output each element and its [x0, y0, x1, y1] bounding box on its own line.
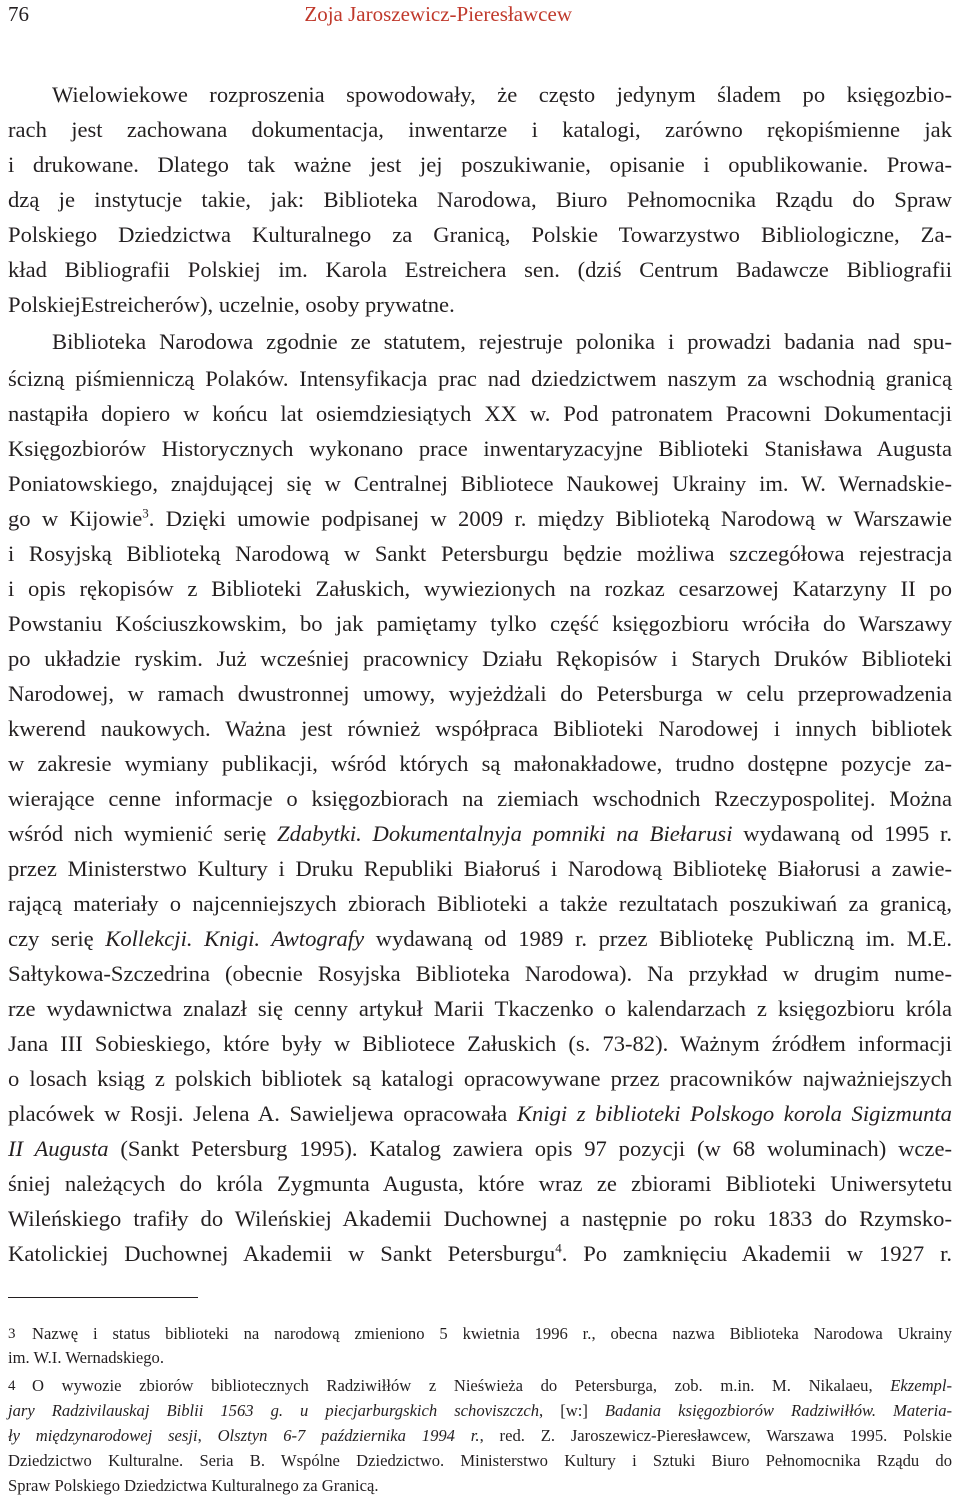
page-number: 76 — [8, 2, 29, 26]
body-line: rach jest zachowana dokumentacja, inwentarze i katalogi, zarówno rękopiśmienne jak — [8, 117, 952, 142]
footnote-ref-3: 3 — [142, 505, 149, 521]
footnote-line: ły międzynarodowej sesji, Olsztyn 6-7 października 1994 r., red. Z. Jaroszewicz-Pieresławcew, Warszawa 1995. Polskie — [8, 1426, 952, 1445]
body-line: Poniatowskiego, znajdującej się w Centralnej Bibliotece Naukowej Ukrainy im. W. Wernadskie- — [8, 471, 952, 496]
book-title: Knigi z biblioteki Polskogo korola Sigizmunta — [516, 1101, 952, 1126]
body-line: nastąpiła dopiero w końcu lat osiemdziesiątych XX w. Pod patronatem Pracowni Dokumentacji — [8, 401, 952, 426]
series-title: Zdabytki. Dokumentalnyja pomniki na Biełarusi — [277, 821, 733, 846]
body-line: kwerend naukowych. Ważna jest również współpraca Biblioteki Narodowej i innych bibliotek — [8, 716, 952, 741]
body-line: rającą materiały o najcenniejszych zbiorach Biblioteki a także rezultatach poszukiwań za granicą, — [8, 891, 952, 916]
body-line: i opis rękopisów z Biblioteki Załuskich, wywiezionych na rozkaz cesarzowej Katarzyny II po — [8, 576, 952, 601]
footnote-3: 3 Nazwę i status biblioteki na narodową zmieniono 5 kwietnia 1996 r., obecna nazwa Biblioteka Narodowa Ukrainy — [8, 1321, 952, 1347]
body-line: o losach ksiąg z polskich bibliotek są katalogi opracowywane przez pracowników najważniejszych — [8, 1066, 952, 1091]
body-line: Wileńskiego trafiły do Wileńskiej Akademii Duchownej a następnie po roku 1833 do Rzymsko- — [8, 1206, 952, 1231]
book-title: II Augusta — [8, 1136, 109, 1161]
body-line: czy serię Kollekcji. Knigi. Awtografy wydawaną od 1989 r. przez Bibliotekę Publiczną im. M.E. — [8, 926, 952, 951]
body-line: rze wydawnictwa znalazł się cenny artykuł Marii Tkaczenko o kalendarzach z księgozbioru króla — [8, 996, 952, 1021]
body-line: wierające cenne informacje o księgozbiorach na ziemiach wschodnich Rzeczypospolitej. Można — [8, 786, 952, 811]
body-line: Wielowiekowe rozproszenia spowodowały, że często jedynym śladem po księgozbio- — [52, 82, 952, 107]
footnote-number: 3 — [8, 1326, 16, 1342]
body-line: wśród nich wymienić serię Zdabytki. Dokumentalnyja pomniki na Biełarusi wydawaną od 1995 r. — [8, 821, 952, 846]
series-title: Kollekcji. Knigi. Awtografy — [105, 926, 365, 951]
body-line: Powstaniu Kościuszkowskim, bo jak pamiętamy tylko część księgozbioru wróciła do Warszawy — [8, 611, 952, 636]
body-line: przez Ministerstwo Kultury i Druku Republiki Białoruś i Narodową Bibliotekę Białorusi a zawie- — [8, 856, 952, 881]
body-line: PolskiejEstreicherów), uczelnie, osoby prywatne. — [8, 292, 455, 317]
footnote-line: Dziedzictwo Kulturalne. Seria B. Wspólne Dziedzictwo. Ministerstwo Kultury i Sztuki Biuro Pełnomocnika Rządu do — [8, 1451, 952, 1470]
body-line: go w Kijowie$^3$. Dzięki umowie podpisanej w 2009 r. między Biblioteką Narodową w Warszawie — [8, 505, 952, 531]
body-line: i Rosyjską Biblioteką Narodową w Sankt Petersburgu będzie możliwa szczegółowa rejestracja — [8, 541, 952, 566]
body-line: Jana III Sobieskiego, które były w Bibliotece Załuskich (s. 73-82). Ważnym źródłem informacji — [8, 1031, 952, 1056]
body-line: w zakresie wymiany publikacji, wśród których są małonakładowe, trudno dostępne pozycje za- — [8, 751, 952, 776]
body-line: Narodowej, w ramach dwustronnej umowy, wyjeżdżali do Petersburga w celu przeprowadzenia — [8, 681, 952, 706]
footnote-number: 4 — [8, 1378, 16, 1394]
body-line: ścizną piśmienniczą Polaków. Intensyfikacja prac nad dziedzictwem naszym za wschodnią granicą — [8, 366, 952, 391]
body-line: Katolickiej Duchownej Akademii w Sankt Petersburgu$^4$. Po zamknięciu Akademii w 1927 r. — [8, 1240, 952, 1266]
body-line: kład Bibliografii Polskiej im. Karola Estreichera sen. (dziś Centrum Badawcze Bibliografii — [8, 257, 952, 282]
body-line: Polskiego Dziedzictwa Kulturalnego za Granicą, Polskie Towarzystwo Bibliologiczne, Za- — [8, 222, 952, 247]
body-line: po układzie ryskim. Już wcześniej pracownicy Działu Rękopisów i Starych Druków Biblioteki — [8, 646, 952, 671]
running-head: Zoja Jaroszewicz-Pieresławcew — [304, 2, 572, 26]
body-line: Sałtykowa-Szczedrina (obecnie Rosyjska Biblioteka Narodowa). Na przykład w drugim nume- — [8, 961, 952, 986]
body-line: placówek w Rosji. Jelena A. Sawieljewa opracowała Knigi z biblioteki Polskogo korola Sigizmunta — [8, 1101, 952, 1126]
body-line: II Augusta (Sankt Petersburg 1995). Katalog zawiera opis 97 pozycji (w 68 woluminach) wcze- — [8, 1136, 952, 1161]
body-line: Księgozbiorów Historycznych wykonano prace inwentaryzacyjne Biblioteki Stanisława Augusta — [8, 436, 952, 461]
footnote-4: 4 O wywozie zbiorów bibliotecznych Radziwiłłów z Nieświeża do Petersburga, zob. m.in. M. Nikalaeu, Ekzempl- — [8, 1373, 952, 1399]
footnote-separator — [8, 1297, 198, 1298]
footnote-line: Spraw Polskiego Dziedzictwa Kulturalnego za Granicą. — [8, 1476, 379, 1495]
body-line: i drukowane. Dlatego tak ważne jest jej poszukiwanie, opisanie i opublikowanie. Prowa- — [8, 152, 952, 177]
body-line: śniej należących do króla Zygmunta Augusta, które wraz ze zbiorami Biblioteki Uniwersytetu — [8, 1171, 952, 1196]
body-line: Biblioteka Narodowa zgodnie ze statutem, rejestruje polonika i prowadzi badania nad spu- — [52, 329, 952, 354]
body-line: dzą je instytucje takie, jak: Biblioteka Narodowa, Biuro Pełnomocnika Rządu do Spraw — [8, 187, 952, 212]
footnote-ref-4: 4 — [555, 1240, 562, 1256]
footnote-line: jary Radzivilauskaj Biblii 1563 g. u piecjarburgskich schoviszczch, [w:] Badania księgozbiorów Radziwiłłów. Materia- — [8, 1401, 953, 1420]
footnote-line: im. W.I. Wernadskiego. — [8, 1348, 164, 1367]
page-header — [8, 0, 952, 30]
